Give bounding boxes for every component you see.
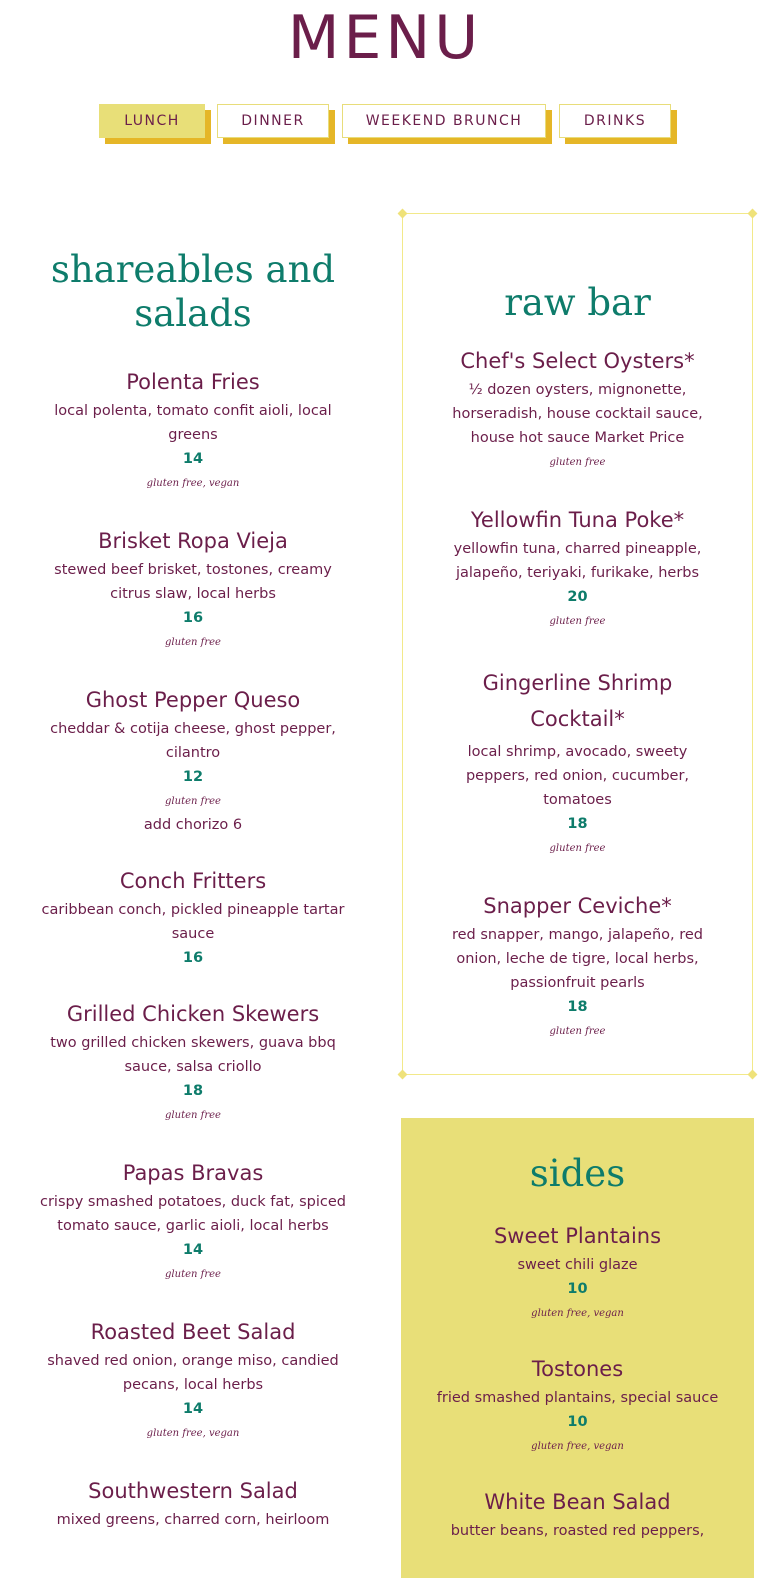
item-description: crispy smashed potatoes, duck fat, spiced tomato sauce, garlic aioli, local herbs xyxy=(40,1194,347,1234)
item-description: local shrimp, avocado, sweety peppers, red onion, cucumber, tomatoes xyxy=(465,744,690,808)
item-name: Ghost Pepper Queso xyxy=(85,688,301,712)
item-price: 12 xyxy=(182,769,204,785)
item-description: cheddar & cotija cheese, ghost pepper, cilantro xyxy=(50,721,336,761)
item-addon: add chorizo 6 xyxy=(143,817,243,833)
item-description: local polenta, tomato confit aioli, local greens xyxy=(54,403,332,443)
item-tags: gluten free xyxy=(165,637,221,648)
shareables-heading: shareables and salads xyxy=(50,248,336,335)
rawbar-heading: raw bar xyxy=(504,281,651,324)
item-description: two grilled chicken skewers, guava bbq sauce, salsa criollo xyxy=(50,1035,336,1075)
item-name: Snapper Ceviche* xyxy=(483,894,672,918)
item-description: red snapper, mango, jalapeño, red onion, leche de tigre, local herbs, passionfruit pearls xyxy=(451,927,703,991)
item-tags: gluten free, vegan xyxy=(146,1428,240,1439)
item-price: 10 xyxy=(567,1414,588,1430)
sides-section xyxy=(401,1118,754,1578)
item-name: Tostones xyxy=(531,1357,624,1381)
item-price: 18 xyxy=(182,1083,204,1099)
item-name: Southwestern Salad xyxy=(88,1479,298,1503)
item-name: Grilled Chicken Skewers xyxy=(66,1002,320,1026)
menu-item xyxy=(40,867,346,970)
tab-weekend-brunch[interactable]: WEEKEND BRUNCH xyxy=(342,104,546,138)
menu-item xyxy=(431,1488,724,1543)
menu-item xyxy=(431,1355,724,1460)
item-description: sweet chili glaze xyxy=(517,1257,638,1273)
item-description: caribbean conch, pickled pineapple tartar sauce xyxy=(41,902,345,942)
item-name: White Bean Salad xyxy=(484,1490,671,1514)
item-tags: gluten free xyxy=(549,1026,606,1037)
item-price: 16 xyxy=(182,950,204,966)
item-price: 18 xyxy=(567,999,588,1015)
item-description: butter beans, roasted red peppers, xyxy=(450,1523,705,1539)
menu-item xyxy=(40,527,346,656)
item-description: ½ dozen oysters, mignonette, horseradish, house cocktail sauce, house hot sauce Market Price xyxy=(452,382,703,446)
item-name: Chef's Select Oysters* xyxy=(460,349,695,373)
item-name: Brisket Ropa Vieja xyxy=(98,529,288,553)
rawbar-section xyxy=(402,213,753,1075)
menu-item xyxy=(431,1222,724,1327)
item-price: 16 xyxy=(182,610,204,626)
tab-lunch[interactable]: LUNCH xyxy=(99,104,205,138)
menu-item xyxy=(40,1159,346,1288)
menu-item xyxy=(434,506,721,635)
sides-heading: sides xyxy=(529,1152,626,1195)
item-name: Sweet Plantains xyxy=(493,1224,662,1248)
shareables-section xyxy=(40,248,346,1532)
item-price: 20 xyxy=(567,589,588,605)
menu-item xyxy=(40,686,346,835)
menu-item xyxy=(434,892,721,1045)
item-description: mixed greens, charred corn, heirloom xyxy=(56,1512,330,1528)
item-name: Yellowfin Tuna Poke* xyxy=(470,508,685,532)
tab-drinks[interactable]: DRINKS xyxy=(559,104,671,138)
corner-ornament xyxy=(748,1070,758,1080)
item-name: Roasted Beet Salad xyxy=(90,1320,296,1344)
item-tags: gluten free, vegan xyxy=(146,478,240,489)
menu-item xyxy=(40,1000,346,1129)
item-tags: gluten free xyxy=(165,1269,221,1280)
menu-item xyxy=(40,1318,346,1447)
page-title: MENU xyxy=(287,3,483,73)
menu-item xyxy=(40,1477,346,1532)
item-tags: gluten free xyxy=(165,796,221,807)
item-description: fried smashed plantains, special sauce xyxy=(436,1390,719,1406)
item-description: yellowfin tuna, charred pineapple, jalapeño, teriyaki, furikake, herbs xyxy=(453,541,702,581)
item-price: 14 xyxy=(182,451,204,467)
item-tags: gluten free xyxy=(549,457,606,468)
item-name: Gingerline Shrimp Cocktail* xyxy=(482,671,673,731)
tab-dinner[interactable]: DINNER xyxy=(217,104,329,138)
menu-item xyxy=(434,347,721,476)
item-name: Papas Bravas xyxy=(122,1161,264,1185)
item-tags: gluten free xyxy=(549,843,606,854)
item-name: Conch Fritters xyxy=(119,869,267,893)
menu-item xyxy=(434,665,721,862)
item-tags: gluten free xyxy=(165,1110,221,1121)
item-tags: gluten free xyxy=(549,616,606,627)
item-tags: gluten free, vegan xyxy=(531,1308,624,1319)
item-price: 14 xyxy=(182,1401,204,1417)
item-price: 18 xyxy=(567,816,588,832)
item-description: stewed beef brisket, tostones, creamy citrus slaw, local herbs xyxy=(54,562,332,602)
item-tags: gluten free, vegan xyxy=(531,1441,624,1452)
item-price: 14 xyxy=(182,1242,204,1258)
item-price: 10 xyxy=(567,1281,588,1297)
item-description: shaved red onion, orange miso, candied pecans, local herbs xyxy=(47,1353,339,1393)
menu-item xyxy=(40,368,346,497)
item-name: Polenta Fries xyxy=(126,370,260,394)
